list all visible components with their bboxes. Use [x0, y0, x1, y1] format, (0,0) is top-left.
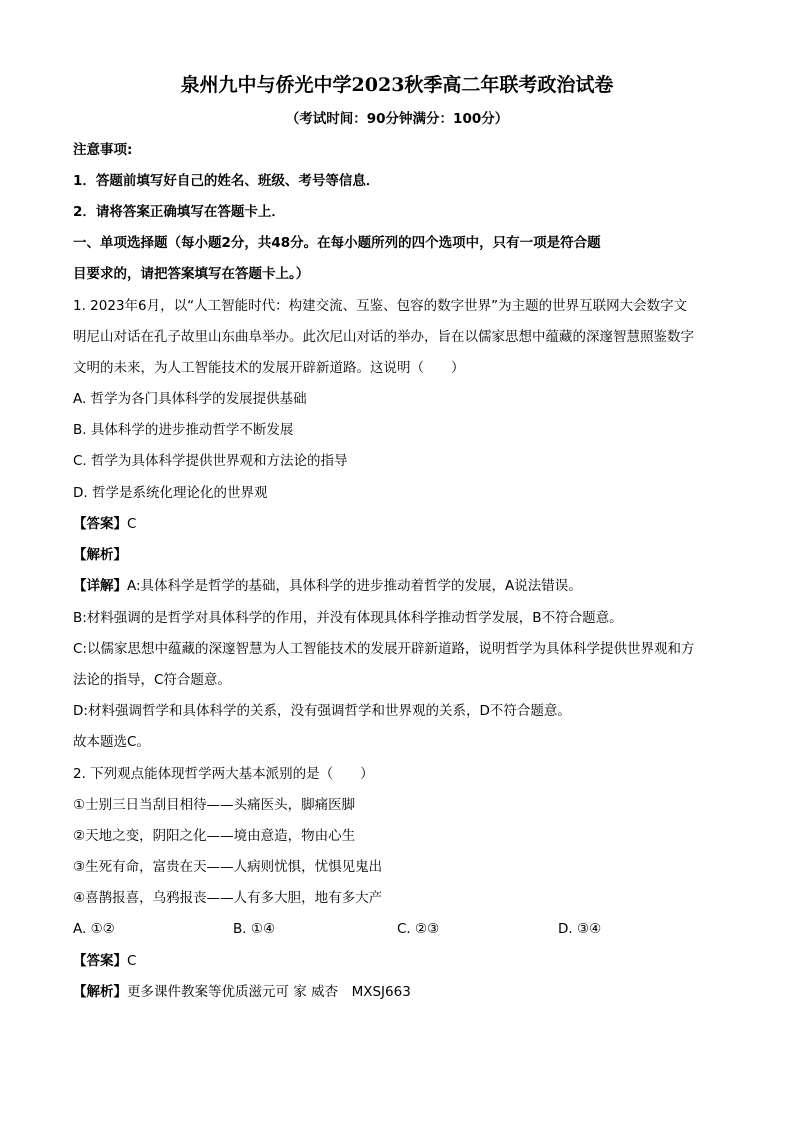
- analysis-text: 更多课件教案等优质滋元可 家 威杏 MXSJ663: [127, 984, 411, 1000]
- q2-option-d: D. ③④: [558, 921, 602, 937]
- section-heading-line2: 目要求的，请把答案填写在答题卡上。）: [73, 266, 310, 282]
- analysis-tag: 【解析】: [73, 984, 127, 1000]
- q2-stem: 2. 下列观点能体现哲学两大基本派别的是（ ）: [73, 766, 374, 782]
- q2-item-2: ②天地之变，阴阳之化——境由意造，物由心生: [73, 828, 356, 844]
- q1-detail-3: C:以儒家思想中蕴藏的深邃智慧为人工智能技术的发展开辟新道路，说明哲学为具体科学提供世界观和方: [73, 641, 695, 657]
- q1-option-b: B. 具体科学的进步推动哲学不断发展: [73, 422, 294, 438]
- q1-detail-1: [73, 577, 582, 595]
- q2-option-a: A. ①②: [73, 921, 115, 937]
- q1-option-c: C. 哲学为具体科学提供世界观和方法论的指导: [73, 453, 348, 469]
- q2-answer: [73, 952, 136, 970]
- notice-item-1: 1．答题前填写好自己的姓名、班级、考号等信息．: [73, 173, 380, 189]
- q2-option-c: C. ②③: [397, 921, 440, 937]
- q2-analysis: [73, 983, 411, 1001]
- q1-detail-4: 法论的指导，C符合题意。: [73, 672, 231, 688]
- q2-item-3: ③生死有命，富贵在天——人病则忧惧，忧惧见鬼出: [73, 859, 383, 875]
- q1-detail-5: D:材料强调哲学和具体科学的关系，没有强调哲学和世界观的关系，D不符合题意。: [73, 703, 571, 719]
- notice-item-2: 2．请将答案正确填写在答题卡上．: [73, 204, 285, 220]
- detail-text: A:具体科学是哲学的基础，具体科学的进步推动着哲学的发展，A说法错误。: [127, 578, 582, 594]
- q1-stem-line2: 明尼山对话在孔子故里山东曲阜举办。此次尼山对话的举办，旨在以儒家思想中蕴藏的深邃智慧照鉴数字: [73, 329, 694, 345]
- q1-option-a: A. 哲学为各门具体科学的发展提供基础: [73, 391, 307, 407]
- q1-stem-line1: 1. 2023年6月，以“人工智能时代：构建交流、互鉴、包容的数字世界”为主题的世界互联网大会数字文: [73, 298, 688, 314]
- answer-tag: 【答案】: [73, 516, 127, 532]
- q1-stem-line3: 文明的未来，为人工智能技术的发展开辟新道路。这说明（ ）: [73, 360, 465, 376]
- page-title: 泉州九中与侨光中学2023秋季高二年联考政治试卷: [180, 74, 614, 96]
- answer-value: C: [127, 953, 137, 969]
- exam-time-note: （考试时间：90分钟满分：100分）: [285, 111, 509, 127]
- q1-analysis-tag: 【解析】: [73, 547, 127, 563]
- section-heading-line1: 一、单项选择题（每小题2分，共48分。在每小题所列的四个选项中，只有一项是符合题: [73, 235, 601, 251]
- q2-item-1: ①士别三日当刮目相待——头痛医头，脚痛医脚: [73, 797, 356, 813]
- q1-conclusion: 故本题选C。: [73, 734, 150, 750]
- answer-tag: 【答案】: [73, 953, 127, 969]
- answer-value: C: [127, 516, 137, 532]
- detail-tag: 【详解】: [73, 578, 127, 594]
- q1-detail-2: B:材料强调的是哲学对具体科学的作用，并没有体现具体科学推动哲学发展，B不符合题意。: [73, 610, 623, 626]
- q2-item-4: ④喜鹊报喜，乌鸦报丧——人有多大胆，地有多大产: [73, 890, 383, 906]
- q1-option-d: D. 哲学是系统化理论化的世界观: [73, 485, 268, 501]
- notice-heading: 注意事项:: [73, 142, 133, 158]
- q2-option-b: B. ①④: [233, 921, 276, 937]
- q1-answer: [73, 515, 136, 533]
